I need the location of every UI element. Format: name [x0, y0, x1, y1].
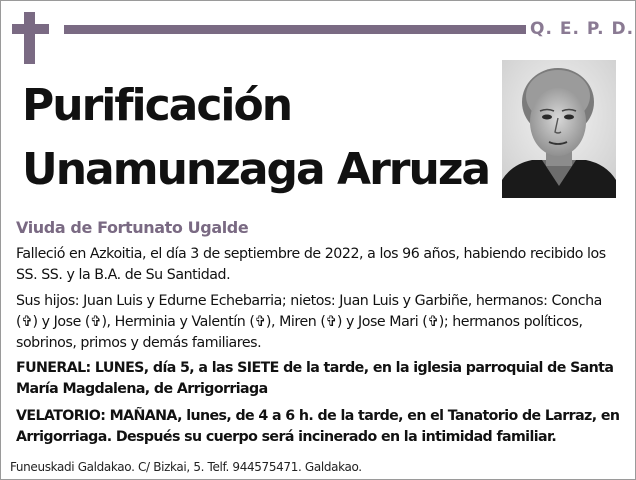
funeral-paragraph: FUNERAL: LUNES, día 5, a las SIETE de la tarde, en la iglesia parroquial de Santa María Magdalena, de Arrigorriaga [16, 360, 614, 397]
cross-horizontal-bar [12, 24, 49, 34]
cross-vertical-bar [24, 12, 35, 64]
funeral-home-footer: Funeuskadi Galdakao. C/ Bizkai, 5. Telf. 944575471. Galdakao. [10, 460, 362, 474]
portrait-photo [502, 60, 616, 198]
qepd-label: Q. E. P. D. [530, 19, 635, 39]
wake-paragraph: VELATORIO: MAÑANA, lunes, de 4 a 6 h. de la tarde, en el Tanatorio de Larraz, en Arrigorriaga. Después su cuerpo será incinerado en la intimidad familiar. [16, 408, 620, 445]
header-divider [64, 25, 526, 34]
widow-of-line: Viuda de Fortunato Ugalde [16, 218, 249, 237]
deceased-name-first: Purificación [22, 80, 292, 131]
family-paragraph: Sus hijos: Juan Luis y Edurne Echebarria; nietos: Juan Luis y Garbiñe, hermanos: Concha (✞) y Jose (✞), Herminia y Valentín (✞), Miren (✞) y Jose Mari (✞); hermanos políticos, sobrinos, primos y demás familiares. [16, 293, 602, 351]
death-notice-paragraph: Falleció en Azkoitia, el día 3 de septiembre de 2022, a los 96 años, habiendo recibido los SS. SS. y la B.A. de Su Santidad. [16, 246, 606, 283]
deceased-name-surnames: Unamunzaga Arruza [22, 144, 490, 195]
portrait-illustration [502, 60, 616, 198]
